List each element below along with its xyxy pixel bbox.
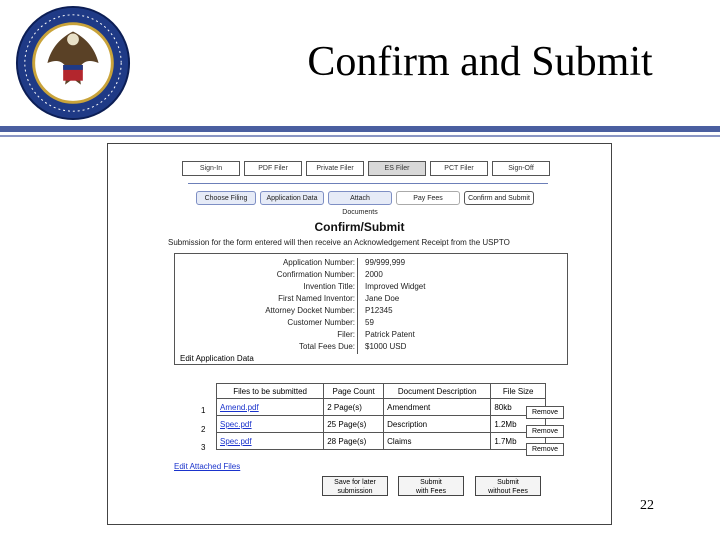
summary-row	[175, 342, 567, 354]
summary-row	[175, 270, 567, 282]
summary-row	[175, 294, 567, 306]
summary-label: Filer:	[337, 330, 355, 339]
save-for-later-button[interactable]	[322, 476, 388, 496]
remove-file-button[interactable]: Remove	[526, 443, 564, 456]
tab-confirm-and-submit[interactable]: Confirm and Submit	[464, 191, 534, 205]
page-count-cell: 28 Page(s)	[324, 433, 384, 450]
table-row	[217, 399, 546, 416]
summary-value: Patrick Patent	[365, 330, 415, 339]
summary-row	[175, 258, 567, 270]
row-number: 1	[201, 406, 206, 415]
description-cell: Amendment	[384, 399, 491, 416]
summary-row	[175, 330, 567, 342]
table-row	[217, 416, 546, 433]
summary-value: $1000 USD	[365, 342, 407, 351]
slide-title: Confirm and Submit	[307, 39, 653, 85]
summary-value: Jane Doe	[365, 294, 400, 303]
summary-row	[175, 306, 567, 318]
top-nav	[182, 161, 550, 176]
summary-row	[175, 282, 567, 294]
col-header-description: Document Description	[384, 384, 491, 399]
button-line: Submit	[497, 479, 519, 486]
efs-screenshot	[107, 143, 612, 525]
summary-label: Application Number:	[282, 258, 355, 267]
submit-without-fees-button[interactable]	[475, 476, 541, 496]
summary-label: Confirmation Number:	[276, 270, 355, 279]
submit-with-fees-button[interactable]	[398, 476, 464, 496]
nav-divider	[188, 183, 548, 184]
step-tabs	[196, 191, 534, 216]
description-cell: Description	[384, 416, 491, 433]
top-nav-pct-filer[interactable]: PCT Filer	[430, 161, 488, 176]
intro-text: Submission for the form entered will then receive an Acknowledgement Receipt from the USPTO	[168, 238, 510, 247]
button-line: without Fees	[488, 488, 528, 495]
summary-value: Improved Widget	[365, 282, 426, 291]
button-line: Submit	[420, 479, 442, 486]
file-size-cell: 80kb	[491, 399, 546, 416]
page-heading: Confirm/Submit	[314, 220, 405, 234]
uspto-seal-icon	[14, 4, 132, 122]
button-line: submission	[337, 488, 373, 495]
summary-row	[175, 318, 567, 330]
files-table-header	[217, 384, 546, 399]
file-link[interactable]: Spec.pdf	[220, 436, 252, 446]
button-line: with Fees	[416, 488, 446, 495]
edit-application-data-link[interactable]: Edit Application Data	[180, 354, 254, 363]
remove-file-button[interactable]: Remove	[526, 406, 564, 419]
tab-attach-documents[interactable]: Attach Documents	[328, 191, 392, 205]
application-summary	[174, 253, 568, 365]
tab-choose-filing[interactable]: Choose Filing	[196, 191, 256, 205]
page-count-cell: 25 Page(s)	[324, 416, 384, 433]
top-nav-pdf-filer[interactable]: PDF Filer	[244, 161, 302, 176]
table-row	[217, 433, 546, 450]
summary-label: First Named Inventor:	[278, 294, 355, 303]
tab-application-data[interactable]: Application Data	[260, 191, 324, 205]
row-number: 2	[201, 425, 206, 434]
page-count-cell: 2 Page(s)	[324, 399, 384, 416]
col-header-page-count: Page Count	[324, 384, 384, 399]
file-link[interactable]: Amend.pdf	[220, 402, 259, 412]
button-line: Save for later	[334, 479, 376, 486]
summary-value: 99/999,999	[365, 258, 406, 267]
summary-value: P12345	[365, 306, 393, 315]
slide-number: 22	[640, 498, 654, 513]
file-link[interactable]: Spec.pdf	[220, 419, 252, 429]
summary-value: 2000	[365, 270, 383, 279]
file-size-cell: 1.2Mb	[491, 416, 546, 433]
files-table	[216, 383, 546, 450]
top-nav-es-filer[interactable]: ES Filer	[368, 161, 426, 176]
file-size-cell: 1.7Mb	[491, 433, 546, 450]
summary-label: Attorney Docket Number:	[265, 306, 355, 315]
tab-pay-fees[interactable]: Pay Fees	[396, 191, 460, 205]
summary-label: Total Fees Due:	[298, 342, 355, 351]
title-rule-thick	[0, 126, 720, 132]
top-nav-private-filer[interactable]: Private Filer	[306, 161, 364, 176]
row-number: 3	[201, 443, 206, 452]
summary-label: Invention Title:	[303, 282, 355, 291]
remove-file-button[interactable]: Remove	[526, 425, 564, 438]
top-nav-sign-in[interactable]: Sign-In	[182, 161, 240, 176]
col-header-files: Files to be submitted	[217, 384, 324, 399]
top-nav-sign-off[interactable]: Sign-Off	[492, 161, 550, 176]
title-rule-thin	[0, 135, 720, 137]
edit-attached-files-link[interactable]: Edit Attached Files	[174, 462, 241, 471]
summary-value: 59	[365, 318, 374, 327]
col-header-file-size: File Size	[491, 384, 546, 399]
file-cell	[217, 399, 324, 416]
file-cell	[217, 416, 324, 433]
summary-label: Customer Number:	[287, 318, 355, 327]
description-cell: Claims	[384, 433, 491, 450]
file-cell	[217, 433, 324, 450]
